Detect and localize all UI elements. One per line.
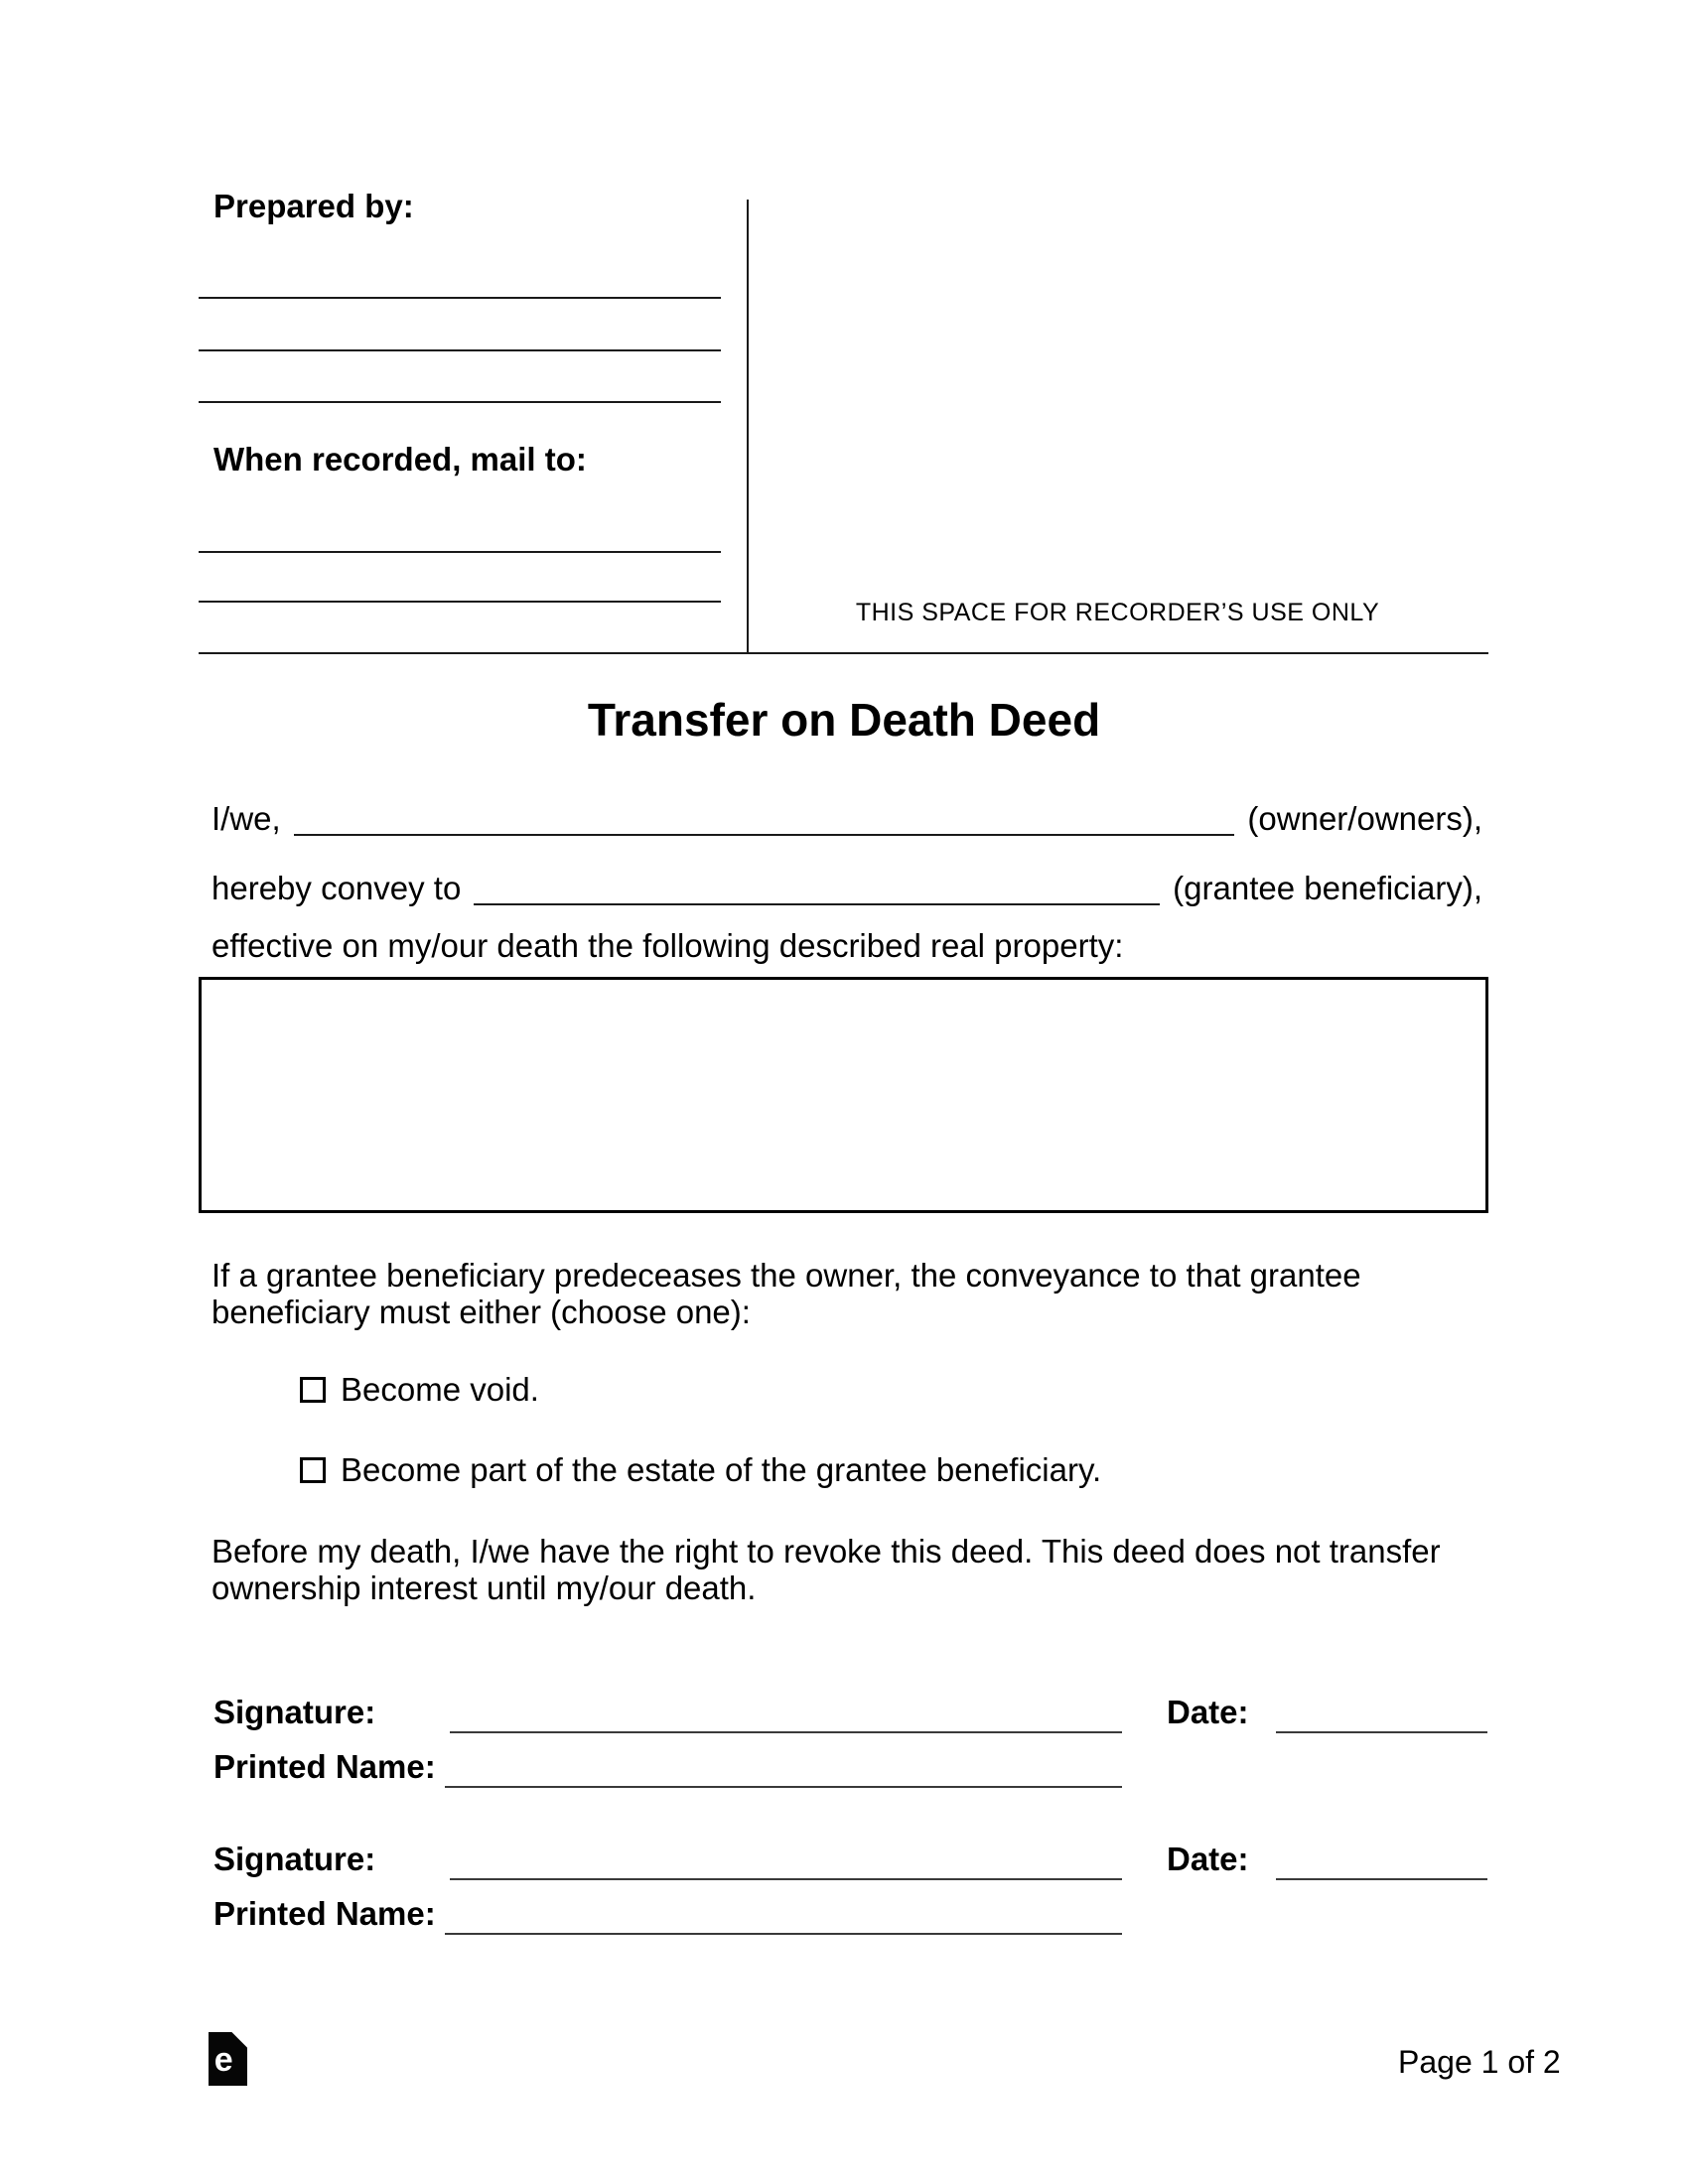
logo-letter: e (213, 2041, 233, 2079)
grantee-line-suffix: (grantee beneficiary), (1173, 870, 1482, 906)
prepared-by-label: Prepared by: (213, 188, 414, 224)
grantee-line (211, 866, 1482, 907)
printed-name-2-label: Printed Name: (213, 1895, 436, 1932)
property-description-box[interactable] (199, 977, 1488, 1213)
mail-to-line-2[interactable] (199, 601, 721, 603)
owner-name-blank[interactable] (294, 822, 1235, 836)
become-void-label: Become void. (341, 1371, 539, 1408)
signature-2-line[interactable] (450, 1878, 1122, 1880)
signature-1-label: Signature: (213, 1694, 376, 1730)
predecease-intro: If a grantee beneficiary predeceases the owner, the conveyance to that grantee beneficiary must either (choose one): (211, 1257, 1361, 1330)
option-become-void (300, 1373, 539, 1406)
owner-line-prefix: I/we, (211, 800, 281, 837)
prepared-by-line-1[interactable] (199, 297, 721, 299)
printed-name-1-line[interactable] (445, 1786, 1122, 1788)
recorder-divider-vertical (747, 200, 749, 653)
owner-line (211, 796, 1482, 838)
effective-on-death-line: effective on my/our death the following described real property: (211, 927, 1124, 964)
page-number: Page 1 of 2 (1398, 2044, 1561, 2080)
page-title: Transfer on Death Deed (587, 694, 1101, 746)
recorder-use-notice: THIS SPACE FOR RECORDER’S USE ONLY (855, 599, 1380, 626)
become-void-checkbox[interactable] (300, 1377, 326, 1403)
printed-name-1-label: Printed Name: (213, 1748, 436, 1785)
option-estate (300, 1453, 1101, 1486)
mail-to-label: When recorded, mail to: (213, 441, 587, 478)
date-1-label: Date: (1167, 1694, 1249, 1730)
owner-line-suffix: (owner/owners), (1247, 800, 1482, 837)
estate-checkbox[interactable] (300, 1457, 326, 1483)
grantee-name-blank[interactable] (474, 891, 1160, 905)
estate-label: Become part of the estate of the grantee beneficiary. (341, 1451, 1102, 1488)
printed-name-2-line[interactable] (445, 1933, 1122, 1935)
prepared-by-line-3[interactable] (199, 401, 721, 403)
date-2-line[interactable] (1276, 1878, 1487, 1880)
header-bottom-divider (199, 652, 1488, 654)
signature-1-line[interactable] (450, 1731, 1122, 1733)
grantee-line-prefix: hereby convey to (211, 870, 462, 906)
date-1-line[interactable] (1276, 1731, 1487, 1733)
prepared-by-line-2[interactable] (199, 349, 721, 351)
signature-2-label: Signature: (213, 1841, 376, 1877)
revocation-text: Before my death, I/we have the right to revoke this deed. This deed does not transfer ownership interest until my/our death. (211, 1533, 1441, 1606)
eforms-logo-icon[interactable] (209, 2032, 247, 2086)
date-2-label: Date: (1167, 1841, 1249, 1877)
mail-to-line-1[interactable] (199, 551, 721, 553)
